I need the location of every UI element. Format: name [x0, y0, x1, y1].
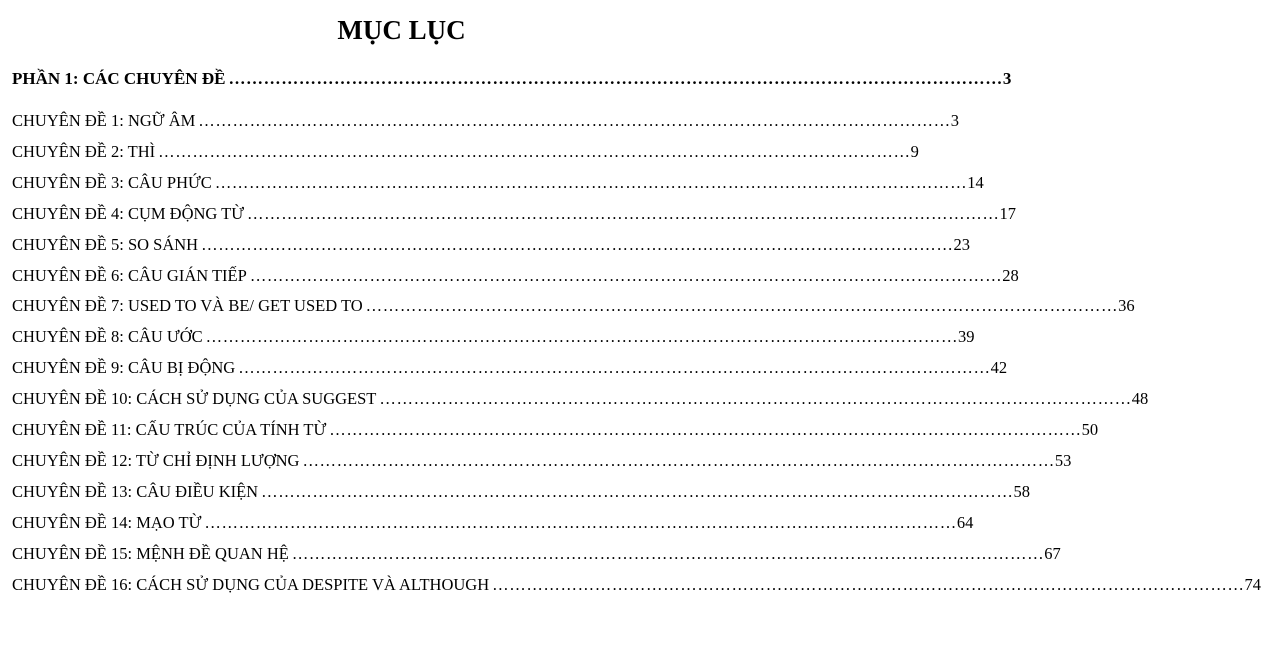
toc-leader-dots: ……………………………………………………………………………………………………………………: [261, 481, 1014, 501]
toc-chapter-14[interactable]: [12, 511, 974, 535]
toc-chapter-label: CHUYÊN ĐỀ 3: CÂU PHỨC: [12, 172, 212, 192]
toc-leader-dots: ……………………………………………………………………………………………………………………: [158, 141, 911, 161]
toc-chapter-page: 48: [1131, 389, 1149, 409]
toc-chapter-label: CHUYÊN ĐỀ 7: USED TO VÀ BE/ GET USED TO: [12, 296, 363, 316]
toc-chapter-label: CHUYÊN ĐỀ 2: THÌ: [12, 141, 156, 161]
toc-chapter-page: 17: [999, 203, 1016, 223]
toc-chapter-16[interactable]: [12, 573, 1261, 597]
toc-leader-dots: ……………………………………………………………………………………………………………………: [247, 203, 1000, 223]
toc-chapter-8[interactable]: [12, 325, 975, 349]
toc-chapter-page: 39: [958, 327, 975, 347]
toc-leader-dots: ……………………………………………………………………………………………………………………: [238, 358, 991, 378]
toc-chapter-label: CHUYÊN ĐỀ 13: CÂU ĐIỀU KIỆN: [12, 481, 259, 501]
toc-chapter-label: CHUYÊN ĐỀ 8: CÂU ƯỚC: [12, 327, 203, 347]
toc-leader-dots: ……………………………………………………………………………………………………………………: [228, 69, 1003, 88]
toc-chapter-label: CHUYÊN ĐỀ 4: CỤM ĐỘNG TỪ: [12, 203, 245, 223]
toc-part-label: PHẦN 1: CÁC CHUYÊN ĐỀ: [12, 69, 226, 88]
toc-leader-dots: ……………………………………………………………………………………………………………………: [492, 574, 1245, 594]
page-title: MỤC LỤC: [337, 15, 466, 45]
toc-chapter-3[interactable]: [12, 171, 984, 195]
toc-leader-dots: ……………………………………………………………………………………………………………………: [379, 389, 1132, 409]
toc-chapter-label: CHUYÊN ĐỀ 6: CÂU GIÁN TIẾP: [12, 265, 247, 285]
toc-leader-dots: ……………………………………………………………………………………………………………………: [365, 296, 1119, 316]
toc-part-1[interactable]: [12, 67, 1012, 91]
toc-chapter-12[interactable]: [12, 449, 1072, 473]
toc-chapter-page: 53: [1054, 450, 1072, 470]
toc-leader-dots: ……………………………………………………………………………………………………………………: [329, 420, 1082, 439]
toc-chapter-label: CHUYÊN ĐỀ 15: MỆNH ĐỀ QUAN HỆ: [12, 543, 289, 563]
toc-leader-dots: ……………………………………………………………………………………………………………………: [302, 450, 1055, 470]
toc-leader-dots: ……………………………………………………………………………………………………………………: [214, 172, 968, 192]
toc-chapter-5[interactable]: [12, 233, 970, 257]
toc-chapter-4[interactable]: [12, 202, 1016, 226]
toc-chapter-page: 58: [1013, 481, 1031, 501]
toc-leader-dots: ……………………………………………………………………………………………………………………: [204, 512, 957, 532]
toc-leader-dots: ……………………………………………………………………………………………………………………: [249, 265, 1003, 285]
toc-chapter-page: 28: [1002, 265, 1019, 285]
toc-chapter-label: CHUYÊN ĐỀ 5: SO SÁNH: [12, 234, 199, 254]
toc-chapter-page: 3: [950, 111, 959, 130]
toc-chapter-page: 67: [1044, 543, 1061, 563]
toc-chapter-13[interactable]: [12, 480, 1031, 504]
toc-chapter-page: 14: [967, 172, 984, 192]
toc-part-page: 3: [1002, 69, 1012, 88]
toc-chapter-label: CHUYÊN ĐỀ 10: CÁCH SỬ DỤNG CỦA SUGGEST: [12, 389, 377, 409]
toc-leader-dots: ……………………………………………………………………………………………………………………: [198, 111, 951, 130]
toc-leader-dots: ……………………………………………………………………………………………………………………: [201, 234, 954, 254]
toc-chapter-2[interactable]: [12, 140, 919, 164]
toc-chapter-7[interactable]: [12, 294, 1135, 318]
toc-chapter-label: CHUYÊN ĐỀ 11: CẤU TRÚC CỦA TÍNH TỪ: [12, 420, 327, 439]
toc-chapter-6[interactable]: [12, 264, 1019, 288]
toc-chapter-page: 9: [910, 141, 919, 161]
toc-chapter-label: CHUYÊN ĐỀ 9: CÂU BỊ ĐỘNG: [12, 358, 236, 378]
toc-chapter-label: CHUYÊN ĐỀ 1: NGỮ ÂM: [12, 111, 196, 130]
toc-chapter-page: 74: [1244, 574, 1261, 594]
toc-chapter-9[interactable]: [12, 356, 1008, 380]
toc-leader-dots: ……………………………………………………………………………………………………………………: [291, 543, 1045, 563]
toc-chapter-10[interactable]: [12, 387, 1149, 411]
toc-chapter-page: 36: [1118, 296, 1135, 316]
toc-chapter-page: 50: [1081, 420, 1099, 439]
toc-leader-dots: ……………………………………………………………………………………………………………………: [205, 327, 959, 347]
toc-chapter-15[interactable]: [12, 542, 1061, 566]
toc-chapter-label: CHUYÊN ĐỀ 14: MẠO TỪ: [12, 512, 202, 532]
toc-chapter-page: 64: [956, 512, 974, 532]
toc-chapter-page: 23: [953, 234, 970, 254]
toc-chapter-page: 42: [990, 358, 1008, 378]
toc-chapter-label: CHUYÊN ĐỀ 16: CÁCH SỬ DỤNG CỦA DESPITE VÀ ALTHOUGH: [12, 574, 490, 594]
toc-chapter-11[interactable]: [12, 418, 1099, 442]
toc-chapter-1[interactable]: [12, 109, 959, 133]
toc-chapter-label: CHUYÊN ĐỀ 12: TỪ CHỈ ĐỊNH LƯỢNG: [12, 450, 300, 470]
